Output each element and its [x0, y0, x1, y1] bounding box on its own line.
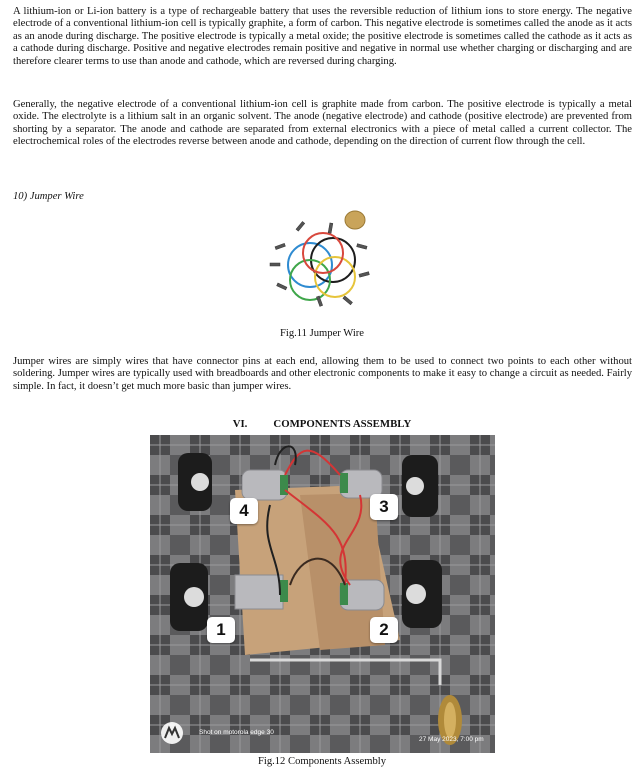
motor-label-1: 1: [207, 617, 235, 643]
jumper-paragraph: Jumper wires are simply wires that have connector pins at each end, allowing them to be used to connect two points to each other without soldering. Jumper wires are typically used with breadboards and other electronic components to make it easy to change a circuit as needed. Fairly simple. In fact, it doesn’t get much more basic than jumper wires.: [13, 356, 632, 392]
battery-paragraph-2: Generally, the negative electrode of a conventional lithium-ion cell is graphite made from carbon. The positive electrode is typically a metal oxide. The electrolyte is a lithium salt in an organic solvent. The anode (negative electrode) and cathode (positive electrode) are prevented from shorting by a separator. The anode and cathode are separated from external electronics with a piece of metal called a current collector. The electrochemical roles of the electrodes reverse between anode and cathode, depending on the direction of current flow through the cell.: [13, 99, 632, 148]
fig12-caption: Fig.12 Components Assembly: [257, 756, 387, 767]
motor-label-4: 4: [230, 498, 258, 524]
jumper-wire-figure: [255, 205, 390, 310]
motor-label-3: 3: [370, 494, 398, 520]
wire-red: [303, 233, 343, 273]
section-heading: [0, 418, 644, 430]
coin: [345, 211, 365, 229]
fig11-caption: Fig.11 Jumper Wire: [279, 328, 365, 339]
camera-watermark: Shot on motorola edge 30: [199, 729, 274, 736]
subsection-label: 10) Jumper Wire: [13, 191, 84, 202]
wire-yellow: [315, 257, 355, 297]
section-number: VI.: [232, 418, 248, 430]
photo-illustration: [150, 435, 495, 753]
motor-label-2: 2: [370, 617, 398, 643]
section-title: COMPONENTS ASSEMBLY: [273, 418, 412, 430]
components-assembly-photo: [150, 435, 495, 753]
wire-black: [311, 238, 355, 282]
photo-timestamp: 27 May 2023, 7:00 pm: [419, 736, 484, 743]
battery-paragraph: A lithium-ion or Li-ion battery is a type of rechargeable battery that uses the reversible reduction of lithium ions to store energy. The negative electrode of a conventional lithium-ion cell is typically graphite, a form of carbon. This negative electrode is sometimes called the anode as it acts as an anode during discharge. The positive electrode is typically a metal oxide; the positive electrode is sometimes called the cathode as it acts as a cathode during discharge. Positive and negative electrodes remain positive and negative in normal use whether charging or discharging and are therefore clearer terms to use than anode and cathode, which are reversed during charging.: [13, 6, 632, 67]
